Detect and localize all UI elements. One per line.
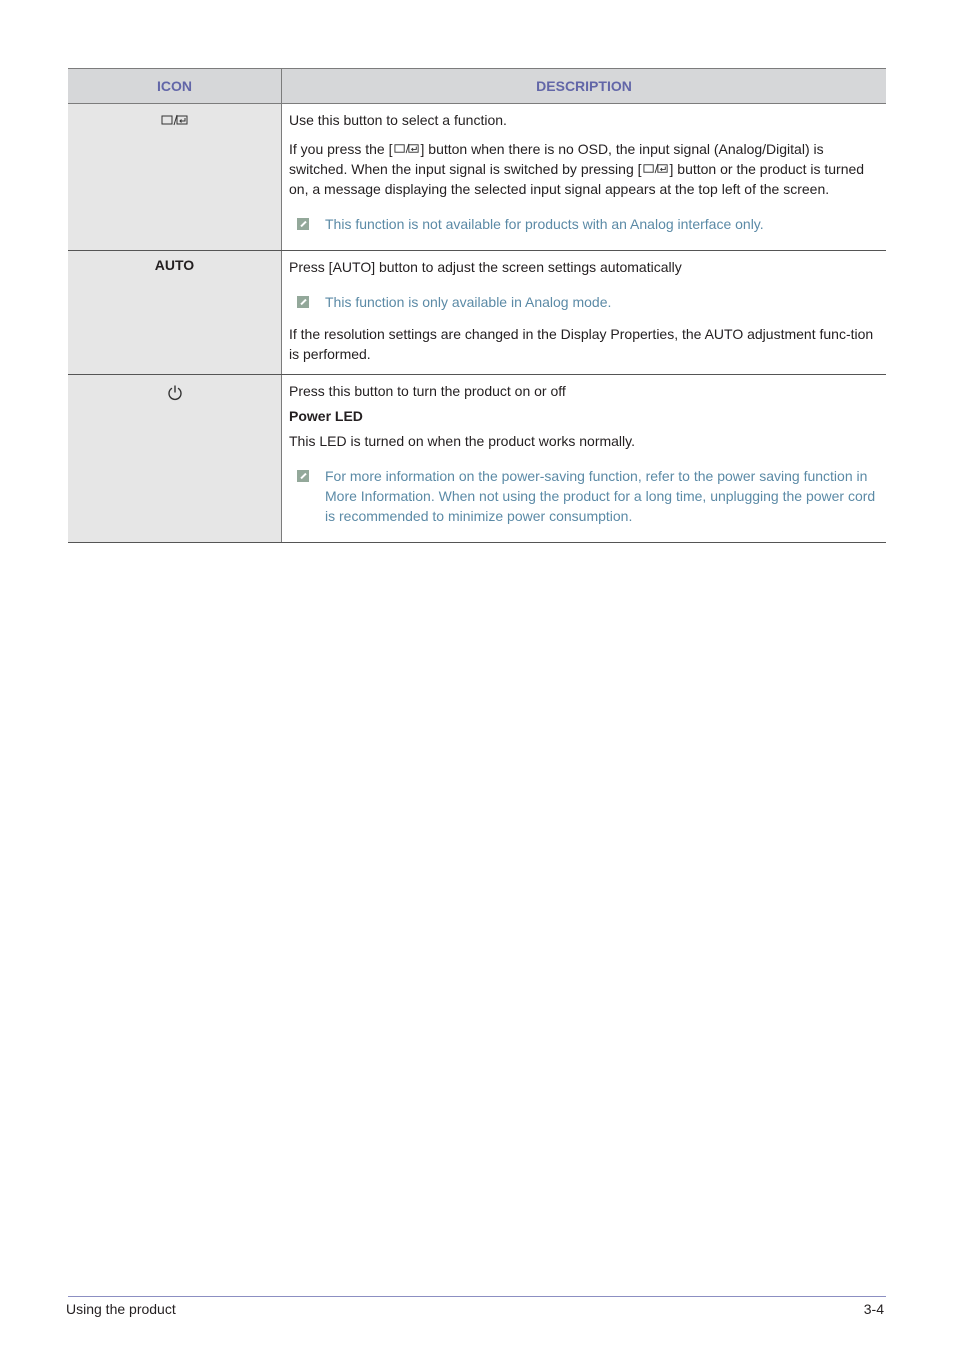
text-segment: ] button when there is no OSD, the input signal (Analog/Digital) is switched. When the input signal is switched by pressing [ — [289, 141, 824, 177]
note-text: This function is only available in Analog mode. — [325, 294, 612, 310]
icon-column-header: ICON — [68, 69, 282, 104]
note — [297, 466, 876, 526]
note — [297, 292, 876, 312]
description-text: Press [AUTO] button to adjust the screen settings automatically — [289, 259, 682, 275]
source-enter-icon — [160, 113, 190, 127]
source-enter-icon — [642, 162, 670, 175]
icon-cell — [68, 251, 282, 375]
text-segment: ] button or the product is turned on, a message displaying the selected input signal appears at the top left of the screen. — [289, 161, 865, 197]
text-segment: If you press the [ — [289, 141, 393, 157]
description-column-header: DESCRIPTION — [282, 69, 887, 104]
note-icon — [297, 218, 309, 230]
note-text: This function is not available for products with an Analog interface only. — [325, 216, 764, 232]
description-cell — [282, 104, 887, 251]
description-text: This LED is turned on when the product works normally. — [289, 433, 636, 449]
description-cell — [282, 375, 887, 543]
note-text: For more information on the power-saving function, refer to the power saving function in More Information. When not using the product for a long time, unplugging the power cord is recommended to minimize power consumption. — [325, 468, 876, 524]
icon-cell — [68, 104, 282, 251]
button-description-table — [68, 68, 886, 543]
description-text: Use this button to select a function. — [289, 112, 507, 128]
note-icon — [297, 470, 309, 482]
source-enter-icon — [393, 142, 421, 155]
description-text: If the resolution settings are changed in the Display Properties, the AUTO adjustment func-tion is performed. — [289, 326, 874, 362]
icon-cell — [68, 375, 282, 543]
description-text: Press this button to turn the product on or off — [289, 383, 566, 399]
power-icon — [167, 384, 183, 402]
page-number: 3-4 — [863, 1301, 884, 1317]
auto-label: AUTO — [154, 257, 195, 273]
power-led-heading: Power LED — [289, 408, 363, 424]
table-row — [68, 375, 886, 543]
note — [297, 214, 876, 234]
table-header-row — [68, 69, 886, 104]
table-row — [68, 104, 886, 251]
table-row — [68, 251, 886, 375]
footer-divider — [68, 1296, 886, 1297]
description-cell — [282, 251, 887, 375]
note-icon — [297, 296, 309, 308]
footer-section-title: Using the product — [66, 1301, 176, 1317]
description-paragraph — [289, 139, 876, 199]
